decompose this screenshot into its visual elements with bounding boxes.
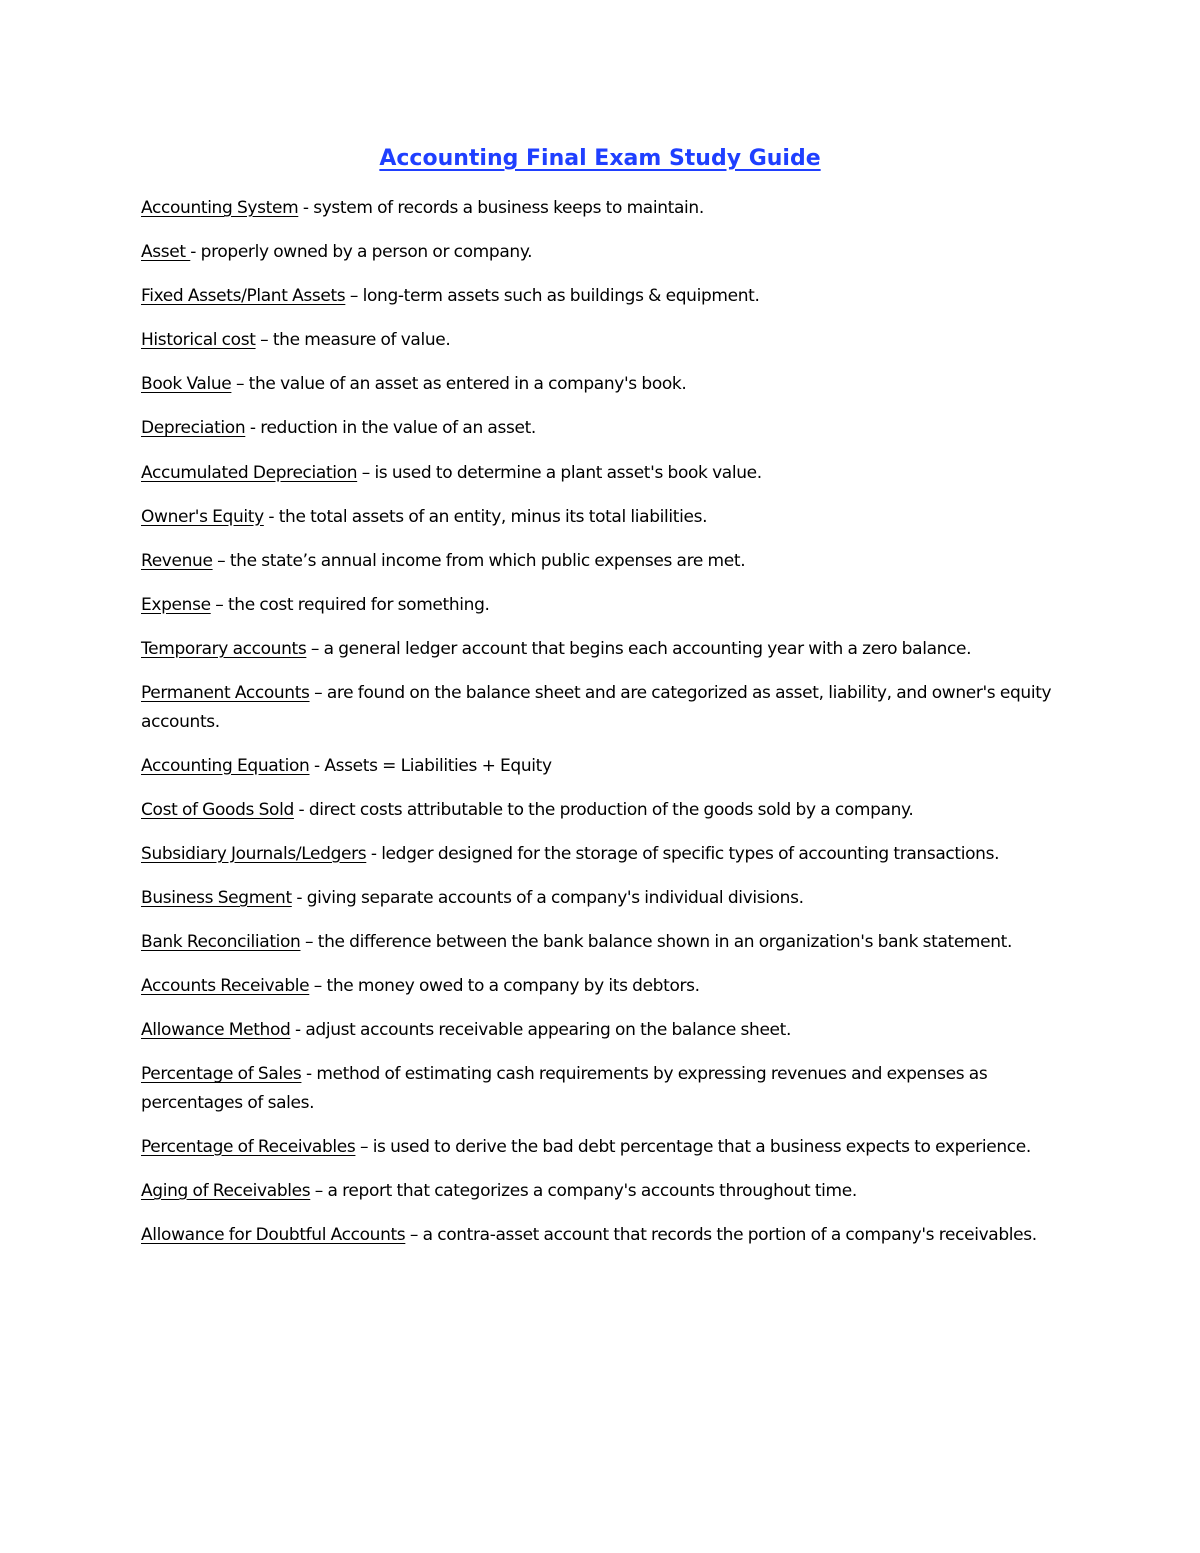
glossary-term: Owner's Equity: [141, 506, 264, 527]
term-separator: –: [345, 286, 363, 307]
term-separator: –: [212, 550, 230, 571]
glossary-entry: [141, 503, 1071, 532]
term-separator: –: [231, 374, 249, 395]
glossary-term: Allowance for Doubtful Accounts: [141, 1225, 406, 1246]
glossary-definition: a general ledger account that begins each accounting year with a zero balance.: [323, 638, 972, 659]
glossary-term: Business Segment: [141, 887, 292, 908]
glossary-term: Permanent Accounts: [141, 683, 310, 704]
term-separator: -: [298, 198, 314, 218]
term-separator: –: [310, 1180, 328, 1201]
glossary-term: Percentage of Receivables: [141, 1136, 356, 1157]
term-separator: –: [309, 976, 327, 997]
glossary-definition: the difference between the bank balance shown in an organization's bank statement.: [317, 932, 1013, 952]
glossary-entry: [141, 752, 1071, 781]
glossary-definition: long-term assets such as buildings & equipment.: [362, 286, 760, 307]
term-separator: –: [355, 1136, 373, 1157]
term-separator: -: [366, 843, 382, 864]
glossary-definition: method of estimating cash requirements by expressing revenues and expenses as percentages of sales.: [141, 1064, 988, 1113]
glossary-term: Expense: [141, 594, 211, 615]
glossary-entry: [141, 796, 1071, 825]
glossary-definition: ledger designed for the storage of specific types of accounting transactions.: [381, 843, 1000, 864]
glossary-entry: [141, 547, 1071, 576]
glossary-entry: [141, 1060, 1071, 1117]
glossary-definition: reduction in the value of an asset.: [260, 418, 536, 439]
term-separator: -: [301, 1064, 317, 1085]
glossary-term: Fixed Assets/Plant Assets: [141, 286, 346, 307]
glossary-definition: a report that categorizes a company's accounts throughout time.: [327, 1180, 857, 1201]
glossary-definition: is used to derive the bad debt percentage that a business expects to experience.: [372, 1136, 1031, 1157]
glossary-entry: [141, 635, 1071, 664]
term-separator: -: [263, 506, 279, 527]
glossary-entry: [141, 1133, 1071, 1162]
glossary-entry: [141, 414, 1071, 443]
glossary-entry: [141, 928, 1071, 957]
glossary-term: Depreciation: [141, 418, 246, 439]
glossary-term: Book Value: [141, 374, 232, 395]
term-separator: -: [291, 887, 307, 908]
glossary-definition: the value of an asset as entered in a company's book.: [248, 374, 687, 395]
glossary-definition: the total assets of an entity, minus its total liabilities.: [278, 506, 708, 527]
document-title: [0, 142, 1200, 176]
glossary-entry: [141, 326, 1071, 355]
glossary-definition: properly owned by a person or company.: [200, 242, 533, 263]
glossary-entry: [141, 282, 1071, 311]
term-separator: –: [357, 462, 375, 483]
glossary-definition: is used to determine a plant asset's book value.: [374, 462, 762, 483]
glossary-term: Accounts Receivable: [141, 976, 310, 997]
term-separator: –: [300, 932, 318, 952]
glossary-definition: Assets = Liabilities + Equity: [324, 755, 552, 776]
glossary-term: Asset: [141, 242, 191, 263]
glossary-term: Historical cost: [141, 330, 256, 351]
glossary-entry: [141, 972, 1071, 1001]
glossary-entry: [141, 679, 1071, 736]
glossary-list: [141, 194, 1071, 1265]
glossary-entry: [141, 1177, 1071, 1206]
term-separator: -: [290, 1020, 306, 1041]
glossary-definition: are found on the balance sheet and are categorized as asset, liability, and owner's equity accounts.: [141, 683, 1052, 732]
term-separator: -: [245, 418, 261, 439]
glossary-definition: the money owed to a company by its debtors.: [326, 976, 700, 997]
glossary-definition: the state’s annual income from which public expenses are met.: [229, 550, 746, 571]
glossary-entry: [141, 370, 1071, 399]
glossary-term: Allowance Method: [141, 1020, 291, 1041]
glossary-term: Accounting System: [141, 198, 299, 218]
glossary-term: Aging of Receivables: [141, 1180, 311, 1201]
glossary-definition: direct costs attributable to the production of the goods sold by a company.: [308, 799, 914, 820]
glossary-entry: [141, 884, 1071, 913]
glossary-term: Subsidiary Journals/Ledgers: [141, 843, 367, 864]
glossary-entry: [141, 1221, 1071, 1250]
term-separator: –: [210, 594, 228, 615]
glossary-term: Accounting Equation: [141, 755, 310, 776]
glossary-entry: [141, 591, 1071, 620]
glossary-entry: [141, 840, 1071, 869]
glossary-entry: [141, 238, 1071, 267]
glossary-term: Cost of Goods Sold: [141, 799, 294, 820]
term-separator: -: [190, 242, 201, 263]
glossary-term: Temporary accounts: [141, 638, 307, 659]
glossary-definition: a contra-asset account that records the portion of a company's receivables.: [422, 1225, 1037, 1246]
term-separator: -: [293, 799, 309, 820]
glossary-definition: adjust accounts receivable appearing on the balance sheet.: [305, 1020, 792, 1041]
glossary-term: Bank Reconciliation: [141, 932, 301, 952]
term-separator: -: [309, 755, 325, 776]
document-title-text: Accounting Final Exam Study Guide: [379, 146, 821, 171]
glossary-definition: the cost required for something.: [227, 594, 490, 615]
term-separator: –: [306, 638, 324, 659]
term-separator: –: [309, 683, 327, 704]
glossary-entry: [141, 459, 1071, 488]
glossary-term: Revenue: [141, 550, 213, 571]
term-separator: –: [255, 330, 273, 351]
glossary-definition: system of records a business keeps to maintain.: [313, 198, 704, 218]
glossary-entry: [141, 194, 1071, 223]
term-separator: –: [405, 1225, 423, 1246]
glossary-term: Accumulated Depreciation: [141, 462, 358, 483]
glossary-definition: the measure of value.: [272, 330, 451, 351]
glossary-term: Percentage of Sales: [141, 1064, 302, 1085]
glossary-entry: [141, 1016, 1071, 1045]
glossary-definition: giving separate accounts of a company's individual divisions.: [306, 887, 804, 908]
